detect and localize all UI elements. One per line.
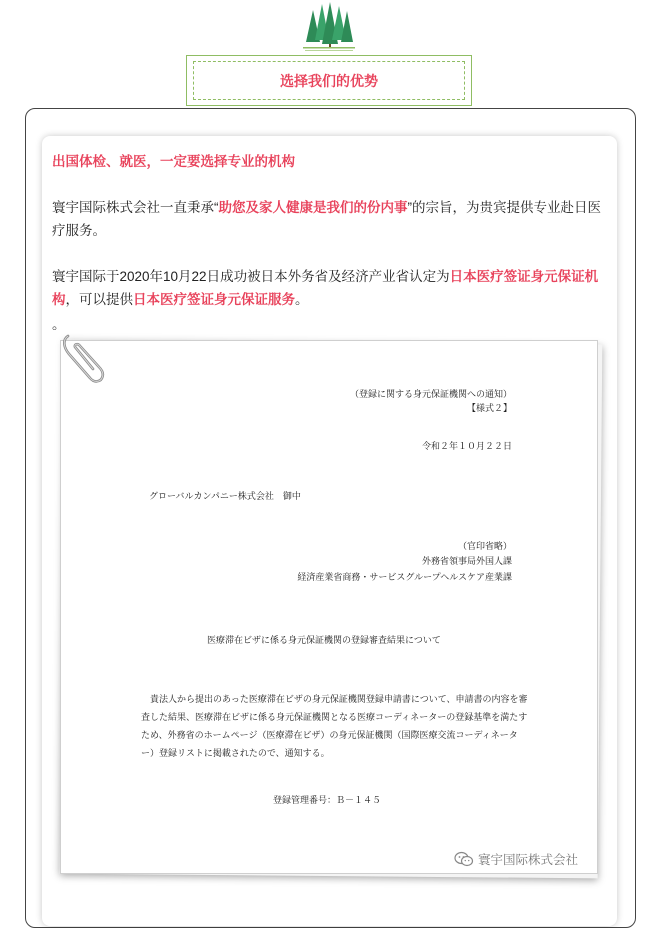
p1-text-after: ”的宗旨，为贵宾提供专业赴日医疗服务。 (52, 200, 601, 238)
p2-highlight-2: 日本医疗签证身元保证服务 (133, 292, 295, 307)
section-title: 选择我们的优势 (193, 61, 465, 100)
intro-text-block (52, 150, 610, 336)
p1-text-before: 寰宇国际株式会社一直秉承“ (52, 200, 219, 215)
doc-issuer-2: 経済産業省商務・サービスグループヘルスケア産業課 (297, 573, 512, 583)
wechat-watermark (454, 850, 578, 868)
paperclip-icon (60, 330, 110, 390)
section-header-box (186, 55, 472, 106)
doc-form-number: 【様式２】 (466, 404, 512, 414)
trailing-mark: 。 (52, 317, 66, 332)
p2-highlight-1: 日本医疗签证身元保证机构 (52, 269, 599, 307)
p2-text-end: 。 (295, 292, 309, 307)
intro-paragraph-2 (52, 265, 610, 311)
intro-paragraph-1 (52, 196, 610, 242)
p1-highlight: 助您及家人健康是我们的份内事 (218, 200, 408, 215)
p2-text-before: 寰宇国际于2020年10月22日成功被日本外务省及经济产业省认定为 (52, 269, 450, 284)
doc-subject: 医療滞在ビザに係る身元保証機関の登録審査結果について (207, 636, 441, 646)
doc-date: 令和２年１０月２２日 (421, 442, 512, 452)
doc-registration-number: 登録管理番号：Ｂ－１４５ (273, 796, 382, 806)
doc-body: 貴法人から提出のあった医療滞在ビザの身元保証機関登録申請書について、申請書の内容を審査した結果、医療滞在ビザに係る身元保証機関となる医療コーディネーターの登録基準を満たすため、外務省のホームページ（医療滞在ビザ）の身元保証機関（国際医療交流コーディネーター）登録リストに掲載されたので、通知する。 (141, 695, 528, 759)
wechat-icon (454, 851, 474, 867)
doc-header-note: （登録に関する身元保証機関への通知） (349, 390, 512, 400)
certificate-document (60, 340, 598, 874)
doc-issuer-1: 外務省領事局外国人課 (421, 557, 512, 567)
intro-heading: 出国体检、就医，一定要选择专业的机构 (52, 154, 295, 169)
doc-seal-note: （官印省略） (457, 542, 512, 552)
tree-logo-icon (303, 2, 355, 52)
p2-text-middle: ，可以提供 (65, 292, 133, 307)
doc-addressee: グローバルカンパニー株式会社 御中 (149, 492, 301, 502)
watermark-text: 寰宇国际株式会社 (478, 853, 579, 867)
